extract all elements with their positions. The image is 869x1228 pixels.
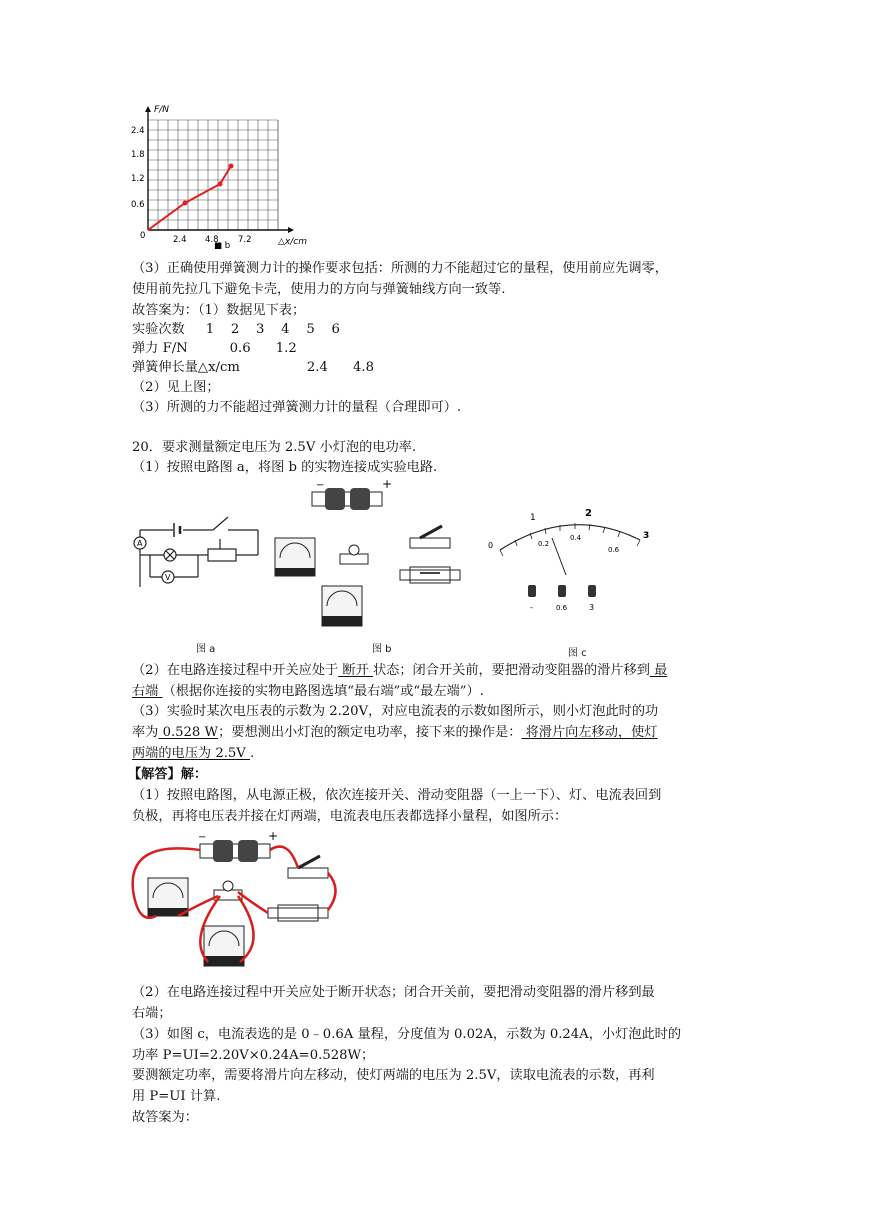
y-tick: 0.6 (131, 200, 145, 210)
data-line (148, 166, 231, 230)
scale-bottom: 0.6 (608, 546, 620, 554)
svg-text:A: A (137, 539, 143, 548)
question-20-part3-cont (132, 724, 657, 742)
scale-top: 3 (643, 531, 650, 541)
terminal-label: 0.6 (556, 604, 568, 612)
question-20-part1: （1）按照电路图 a，将图 b 的实物连接成实验电路. (132, 460, 438, 475)
origin-label: 0 (140, 231, 146, 241)
battery-icon (198, 830, 278, 862)
wired-circuit-figure (128, 830, 458, 980)
graph-caption: ■ b (214, 241, 231, 250)
answer-blank: 断开 (338, 663, 373, 678)
svg-text:−: − (316, 480, 325, 491)
data-point (229, 164, 234, 169)
battery-icon (312, 478, 392, 510)
data-point (218, 182, 223, 187)
text: ；要想测出小灯泡的额定电功率，接下来的操作是： (218, 725, 522, 740)
solution-4-line2: 用 P=UI 计算. (132, 1089, 221, 1104)
scale-top: 2 (585, 508, 592, 519)
force-extension-graph (128, 100, 318, 250)
answer-blank: 0.528 W (158, 725, 219, 740)
x-tick: 2.4 (173, 235, 187, 245)
voltmeter-icon (204, 926, 244, 966)
answer-blank: 最 (649, 663, 668, 678)
text: 状态；闭合开关前，要把滑动变阻器的滑片移到 (372, 663, 650, 678)
switch-icon (410, 526, 450, 548)
x-tick: 4.8 (205, 235, 219, 245)
solution-1-line1: （1）按照电路图，从电源正极，依次连接开关、滑动变阻器（一上一下）、灯、电流表回到 (132, 788, 662, 803)
solution-title: 【解答】解： (128, 767, 208, 782)
circuit-diagram-a (128, 505, 268, 605)
scale-zero: 0 (488, 541, 494, 550)
x-tick: 7.2 (238, 235, 252, 245)
svg-text:V: V (165, 573, 171, 582)
solution-4-line1: 要测额定功率，需要将滑片向左移动，使灯两端的电压为 2.5V，读取电流表的示数，再利 (132, 1068, 655, 1083)
rheostat-icon (268, 905, 328, 921)
rheostat-icon (400, 567, 460, 583)
svg-text:−: − (198, 832, 207, 843)
solution-3-line1: （3）如图 c，电流表选的是 0﹣0.6A 量程，分度值为 0.02A，示数为 0.24A，小灯泡此时的 (132, 1027, 682, 1042)
answer-3: （3）所测的力不能超过弹簧测力计的量程（合理即可）. (132, 400, 462, 415)
table-row: 实验次数 1 2 3 4 5 6 (132, 322, 340, 337)
data-point (183, 201, 188, 206)
answer-blank: 右端 (132, 684, 163, 699)
ammeter-icon (275, 538, 315, 576)
solution-2-line2: 右端； (132, 1006, 172, 1021)
final-answer-intro: 故答案为： (132, 1110, 198, 1125)
x-axis-label: △x/cm (278, 237, 307, 247)
scale-bottom: 0.2 (538, 540, 550, 548)
terminal-label: 3 (589, 603, 595, 612)
y-axis-label: F/N (154, 105, 169, 115)
terminal-label: - (530, 603, 533, 612)
answer-blank: 将滑片向左移动，使灯 (521, 725, 658, 740)
question-20-title: 20．要求测量额定电压为 2.5V 小灯泡的电功率. (132, 440, 417, 455)
question-20-part3: （3）实验时某次电压表的示数为 2.20V，对应电流表的示数如图所示，则小灯泡此时的功 (132, 704, 659, 719)
scale-bottom: 0.4 (570, 534, 582, 542)
y-tick: 1.2 (131, 174, 145, 184)
svg-text:+: + (382, 478, 393, 491)
ammeter-scale-c (480, 500, 660, 620)
text: . (250, 746, 255, 761)
answer-2: （2）见上图； (132, 380, 220, 395)
answer-intro: 故答案为：（1）数据见下表； (132, 303, 306, 318)
voltmeter-icon (322, 586, 362, 626)
question-20-part2-cont (132, 683, 484, 701)
table-row: 弹力 F/N 0.6 1.2 (132, 341, 297, 356)
text: （根据你连接的实物电路图选填“最右端”或“最左端”）. (162, 684, 484, 699)
scale-top: 1 (530, 513, 536, 523)
question-20-part2 (132, 662, 667, 680)
solution-1-line2: 负极，再将电压表并接在灯两端，电流表电压表都选择小量程，如图所示： (132, 809, 568, 824)
y-tick: 2.4 (131, 126, 145, 136)
y-tick: 1.8 (131, 150, 145, 160)
text: 率为 (132, 725, 159, 740)
solution-2-line1: （2）在电路连接过程中开关应处于断开状态；闭合开关前，要把滑动变阻器的滑片移到最 (132, 985, 655, 1000)
table-row: 弹簧伸长量△x/cm 2.4 4.8 (132, 360, 375, 375)
part3-line1: （3）正确使用弹簧测力计的操作要求包括：所测的力不能超过它的量程，使用前应先调零， (132, 261, 668, 276)
question-20-part3-end (132, 745, 254, 763)
ammeter-icon (148, 878, 188, 916)
svg-text:+: + (268, 830, 279, 843)
solution-3-line2: 功率 P=UI=2.20V×0.24A=0.528W； (132, 1048, 375, 1063)
text: （2）在电路连接过程中开关应处于 (132, 663, 339, 678)
components-figure-b (270, 478, 480, 638)
answer-blank: 两端的电压为 2.5V (132, 746, 251, 761)
figure-label-c: 图 c (568, 648, 587, 659)
lamp-icon (340, 545, 368, 564)
figure-label-a: 图 a (196, 644, 216, 655)
figure-label-b: 图 b (372, 644, 392, 655)
part3-line2: 使用前先拉几下避免卡壳，使用力的方向与弹簧轴线方向一致等. (132, 282, 506, 297)
